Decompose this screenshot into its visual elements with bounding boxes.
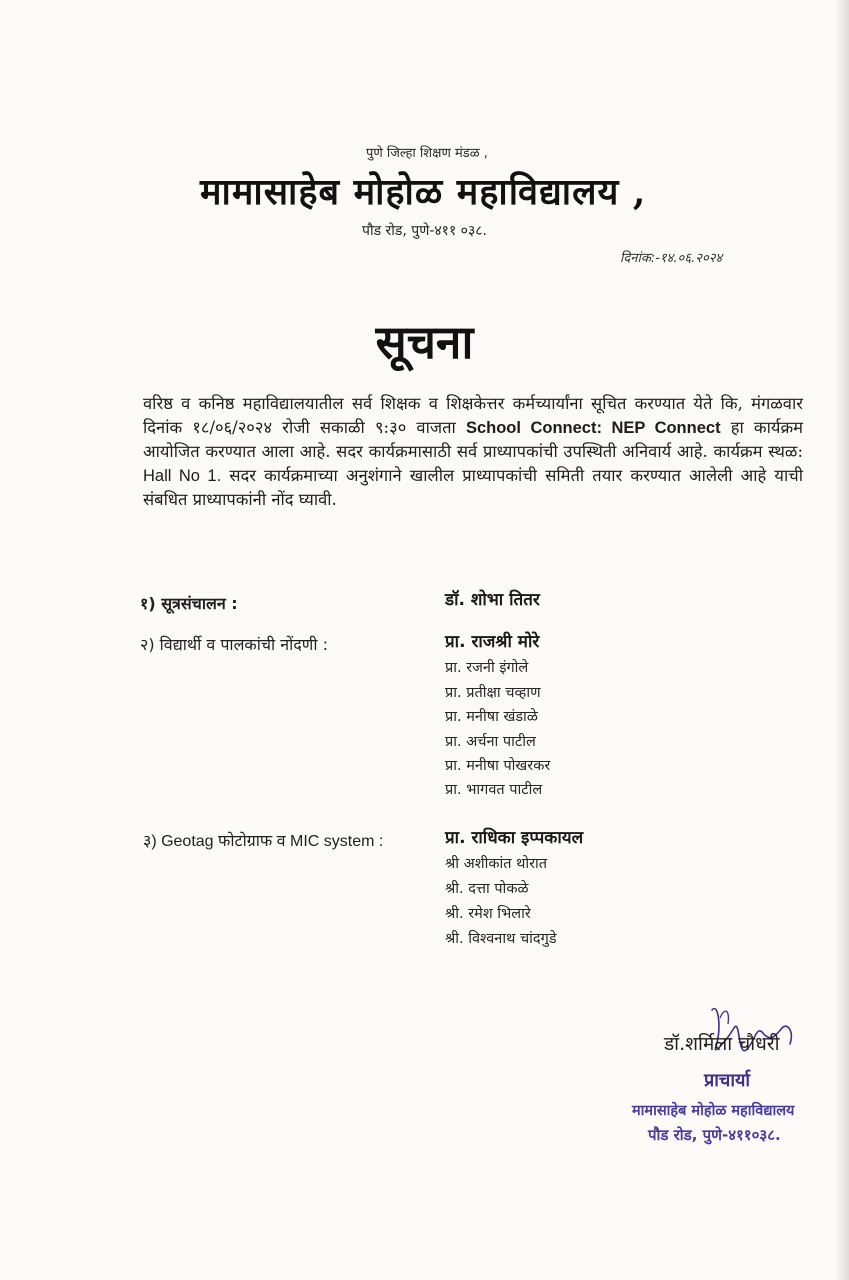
committee-2-label: २) विद्यार्थी व पालकांची नोंदणी : [140, 635, 328, 654]
committee-2-member: प्रा. भागवत पाटील [445, 782, 543, 798]
stamp-line-1: मामासाहेब मोहोळ महाविद्यालय [632, 1103, 795, 1119]
notice-body [143, 392, 803, 512]
principal-name: डॉ.शर्मिला चौधरी [664, 1033, 780, 1055]
venue: Hall No 1. [143, 467, 222, 485]
committee-3-lead: प्रा. राधिका इप्पकायल [445, 828, 584, 848]
committee-2-member: प्रा. मनीषा खंडाळे [445, 709, 538, 725]
committee-2-lead: प्रा. राजश्री मोरे [445, 632, 540, 652]
committee-1-label: १) सूत्रसंचालन : [140, 594, 238, 613]
committee-3-label: ३) Geotag फोटोग्राफ व MIC system : [143, 833, 384, 850]
program-name: School Connect: NEP Connect [465, 419, 721, 437]
page-edge-shadow [835, 0, 849, 1280]
college-address: पौड रोड, पुणे-४११ ०३८. [362, 223, 487, 239]
notice-title: सूचना [375, 315, 474, 369]
college-name: मामासाहेब मोहोळ महाविद्यालय , [200, 171, 647, 213]
committee-3-member: श्री. दत्ता पोकळे [445, 881, 529, 897]
committee-3-member: श्री अशीकांत थोरात [445, 856, 548, 872]
body-part-3: सदर कार्यक्रमाच्या अनुशंगाने खालील प्राध्यापकांची समिती तयार करण्यात आलेली आहे याची संबधित प्राध्यापकांनी नोंद घ्यावी. [143, 466, 803, 509]
principal-role: प्राचार्या [704, 1070, 751, 1091]
committee-1-lead: डॉ. शोभा तितर [445, 590, 540, 610]
stamp-line-2: पौड रोड, पुणे-४११०३८. [648, 1126, 781, 1144]
body-part-1: वरिष्ठ व कनिष्ठ महाविद्यालयातील सर्व शिक्षक व शिक्षकेत्तर कर्मच्यार्यांना सूचित करण्यात येते कि, मंगळवार दिनांक १८/०६/२०२४ रोजी सकाळी ९:३० वाजता [143, 394, 803, 437]
committee-2-member: प्रा. रजनी इंगोले [445, 660, 529, 676]
body-part-2: हा कार्यक्रम आयोजित करण्यात आला आहे. सदर कार्यक्रमासाठी सर्व प्राध्यापकांची उपस्थिती अनिवार्य आहे. कार्यक्रम स्थळ: [143, 418, 803, 461]
notice-date: दिनांक:-१४.०६.२०२४ [620, 251, 723, 266]
committee-2-member: प्रा. मनीषा पोखरकर [445, 758, 551, 774]
committee-2-member: प्रा. प्रतीक्षा चव्हाण [445, 685, 541, 701]
committee-2-member: प्रा. अर्चना पाटील [445, 734, 536, 750]
committee-3-member: श्री. रमेश भिलारे [445, 906, 531, 922]
board-name: पुणे जिल्हा शिक्षण मंडळ , [366, 146, 488, 161]
committee-3-member: श्री. विश्वनाथ चांदगुडे [445, 931, 557, 947]
